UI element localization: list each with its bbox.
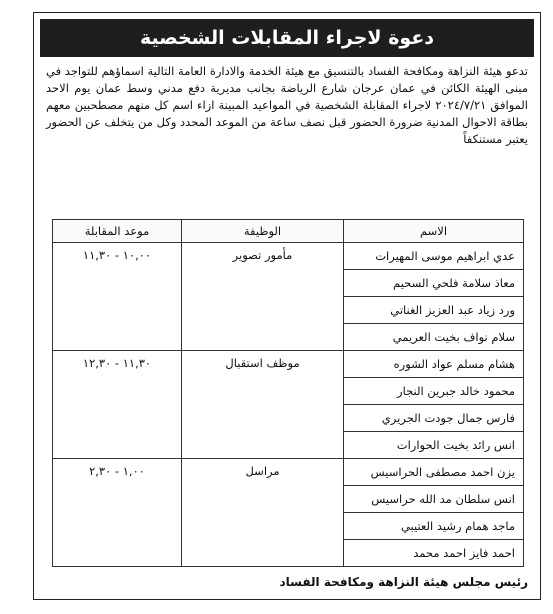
candidate-name: عدي ابراهيم موسى المهيرات bbox=[344, 243, 524, 270]
header-time: موعد المقابلة bbox=[53, 220, 182, 243]
table-header-row bbox=[53, 220, 524, 243]
candidate-name: انس سلطان مد الله حراسيس bbox=[344, 486, 524, 513]
candidate-name: هشام مسلم عواد الشوره bbox=[344, 351, 524, 378]
candidate-name: معاذ سلامة فلحي السحيم bbox=[344, 270, 524, 297]
job-title: موظف استقبال bbox=[182, 351, 344, 459]
candidate-name: ماجد همام رشيد العتيبي bbox=[344, 513, 524, 540]
interview-time: ١١,٣٠ - ١٢,٣٠ bbox=[53, 351, 182, 459]
interview-schedule-table bbox=[52, 219, 524, 567]
job-title: مراسل bbox=[182, 459, 344, 567]
announcement-frame bbox=[33, 12, 541, 600]
signature-line: رئيس مجلس هيئة النزاهة ومكافحة الفساد bbox=[279, 575, 528, 589]
candidate-name: احمد فايز احمد محمد bbox=[344, 540, 524, 567]
candidate-name: محمود خالد جبرين النجار bbox=[344, 378, 524, 405]
candidate-name: يزن احمد مصطفى الحراسيس bbox=[344, 459, 524, 486]
table-row bbox=[53, 351, 524, 378]
candidate-name: سلام نواف بخيت العريمي bbox=[344, 324, 524, 351]
interview-time: ١,٠٠ - ٢,٣٠ bbox=[53, 459, 182, 567]
table-row bbox=[53, 459, 524, 486]
candidate-name: ورد زياد عبد العزيز الغناتي bbox=[344, 297, 524, 324]
table-row bbox=[53, 243, 524, 270]
announcement-title: دعوة لاجراء المقابلات الشخصية bbox=[40, 19, 534, 57]
interview-time: ١٠,٠٠ - ١١,٣٠ bbox=[53, 243, 182, 351]
announcement-body: تدعو هيئة النزاهة ومكافحة الفساد بالتنسيق مع هيئة الخدمة والادارة العامة التالية اسماؤهم للتواجد في مبنى الهيئة الكائن في عمان عرجان شارع الرياضة بجانب مديرية دفع مدني وسط عمان يوم الاحد الموافق ٢٠٢٤/٧/٢١ لاجراء المقابلة الشخصية في المواعيد المبينة ازاء اسم كل منهم مصطحبين معهم بطاقة الاحوال المدنية ضرورة الحضور قبل نصف ساعة من الموعد المحدد وكل من يتخلف عن الحضور يعتبر مستنكفاً bbox=[46, 64, 528, 146]
candidate-name: انس رائد بخيت الحوارات bbox=[344, 432, 524, 459]
header-job: الوظيفة bbox=[182, 220, 344, 243]
job-title: مأمور تصوير bbox=[182, 243, 344, 351]
candidate-name: فارس جمال جودت الجريري bbox=[344, 405, 524, 432]
header-name: الاسم bbox=[344, 220, 524, 243]
